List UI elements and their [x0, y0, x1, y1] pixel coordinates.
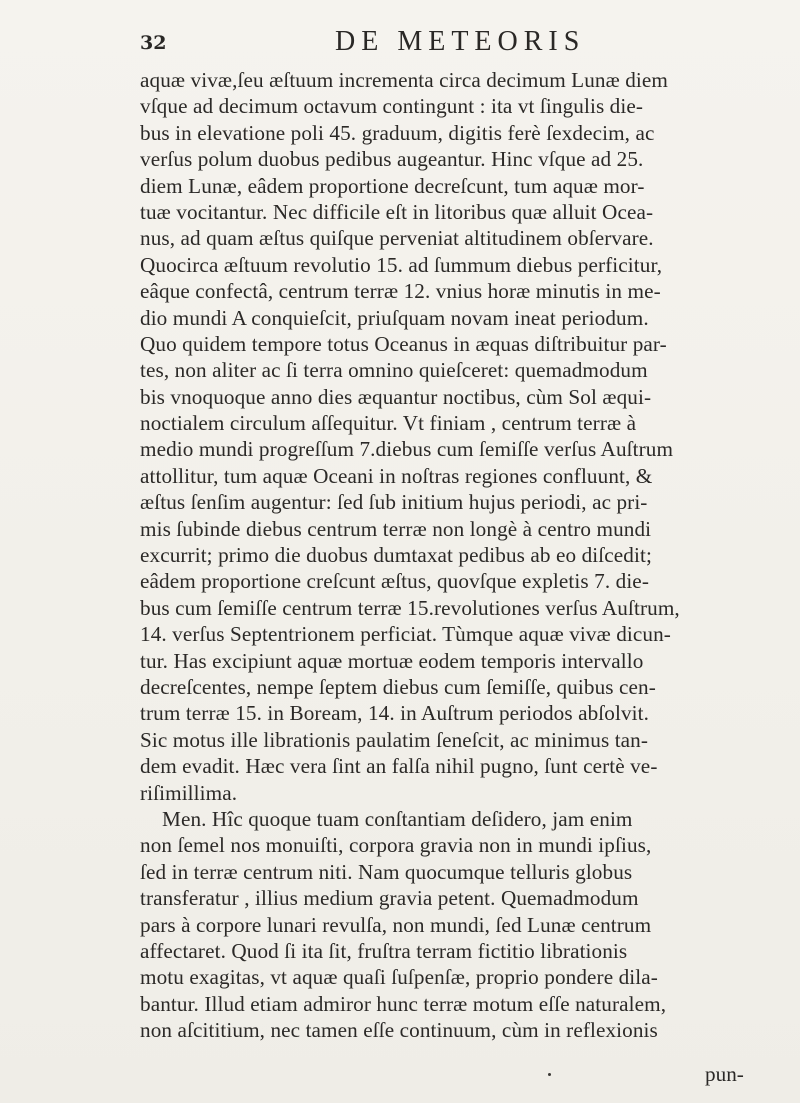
- text-line: transferatur , illius medium gravia petent. Quemadmodum: [140, 886, 639, 911]
- text-line: trum terræ 15. in Boream, 14. in Auſtrum periodos abſolvit.: [140, 701, 650, 726]
- text-line: dio mundi A conquieſcit, priuſquam novam ineat periodum.: [140, 305, 649, 330]
- text-line: excurrit; primo die duobus dumtaxat pedibus ab eo diſcedit;: [140, 543, 652, 568]
- text-line: tuæ vocitantur. Nec difficile eſt in litoribus quæ alluit Ocea-: [140, 199, 654, 224]
- text-line: eâque confectâ, centrum terræ 12. vnius horæ minutis in me-: [140, 279, 661, 304]
- text-line: 14. verſus Septentrionem perficiat. Tùmque aquæ vivæ dicun-: [140, 622, 671, 647]
- text-line: nus, ad quam æſtus quiſque perveniat altitudinem obſervare.: [140, 226, 654, 251]
- text-line: aquæ vivæ,ſeu æſtuum incrementa circa decimum Lunæ diem: [140, 68, 668, 92]
- page-number: 32: [140, 32, 167, 54]
- text-line: mis ſubinde diebus centrum terræ non longè à centro mundi: [140, 516, 652, 541]
- text-line: bis vnoquoque anno dies æquantur noctibus, cùm Sol æqui-: [140, 384, 652, 409]
- text-line: riſimillima.: [140, 780, 238, 805]
- running-title: DE METEORIS: [335, 26, 586, 57]
- text-line: bus in elevatione poli 45. graduum, digitis ferè ſexdecim, ac: [140, 120, 655, 145]
- text-line: verſus polum duobus pedibus augeantur. Hinc vſque ad 25.: [140, 147, 644, 172]
- text-line: medio mundi progreſſum 7.diebus cum ſemiſſe verſus Auſtrum: [140, 437, 674, 462]
- text-line: vſque ad decimum octavum contingunt : ita vt ſingulis die-: [140, 94, 644, 119]
- text-line: diem Lunæ, eâdem proportione decreſcunt, tum aquæ mor-: [140, 173, 645, 198]
- text-line: dem evadit. Hæc vera ſint an falſa nihil pugno, ſunt certè ve-: [140, 754, 658, 779]
- ink-speck: [548, 1073, 551, 1076]
- text-line: attollitur, tum aquæ Oceani in noſtras regiones confluunt, &: [140, 463, 653, 488]
- text-line: non ſemel nos monuiſti, corpora gravia non in mundi ipſius,: [140, 833, 652, 858]
- text-line: decreſcentes, nempe ſeptem diebus cum ſemiſſe, quibus cen-: [140, 674, 656, 699]
- text-line: Sic motus ille librationis paulatim ſeneſcit, ac minimus tan-: [140, 727, 649, 752]
- text-line: Quo quidem tempore totus Oceanus in æquas diſtribuitur par-: [140, 331, 667, 356]
- text-line: ſed in terræ centrum niti. Nam quocumque telluris globus: [140, 859, 633, 884]
- page-header: [140, 26, 760, 66]
- text-line: non aſcititium, nec tamen eſſe continuum, cùm in reflexionis: [140, 1018, 658, 1043]
- text-line: pars à corpore lunari revulſa, non mundi, ſed Lunæ centrum: [140, 912, 652, 937]
- text-line: affectaret. Quod ſi ita ſit, fruſtra terram fictitio librationis: [140, 938, 628, 963]
- text-line: tes, non aliter ac ſi terra omnino quieſceret: quemadmodum: [140, 358, 648, 383]
- text-line: bantur. Illud etiam admiror hunc terræ motum eſſe naturalem,: [140, 991, 667, 1016]
- text-line: eâdem proportione creſcunt æſtus, quovſque expletis 7. die-: [140, 569, 649, 594]
- text-line: æſtus ſenſim augentur: ſed ſub initium hujus periodi, ac pri-: [140, 490, 648, 515]
- text-line: motu exagitas, vt aquæ quaſi ſuſpenſæ, proprio pondere dila-: [140, 965, 658, 990]
- body-text: [140, 67, 760, 1043]
- catchword: pun-: [705, 1062, 744, 1086]
- text-line: Men. Hîc quoque tuam conſtantiam deſidero, jam enim: [162, 806, 633, 831]
- text-line: Quocirca æſtuum revolutio 15. ad ſummum diebus perficitur,: [140, 252, 663, 277]
- text-line: noctialem circulum aſſequitur. Vt finiam , centrum terræ à: [140, 411, 637, 436]
- text-line: tur. Has excipiunt aquæ mortuæ eodem temporis intervallo: [140, 648, 644, 673]
- text-line: bus cum ſemiſſe centrum terræ 15.revolutiones verſus Auſtrum,: [140, 595, 680, 620]
